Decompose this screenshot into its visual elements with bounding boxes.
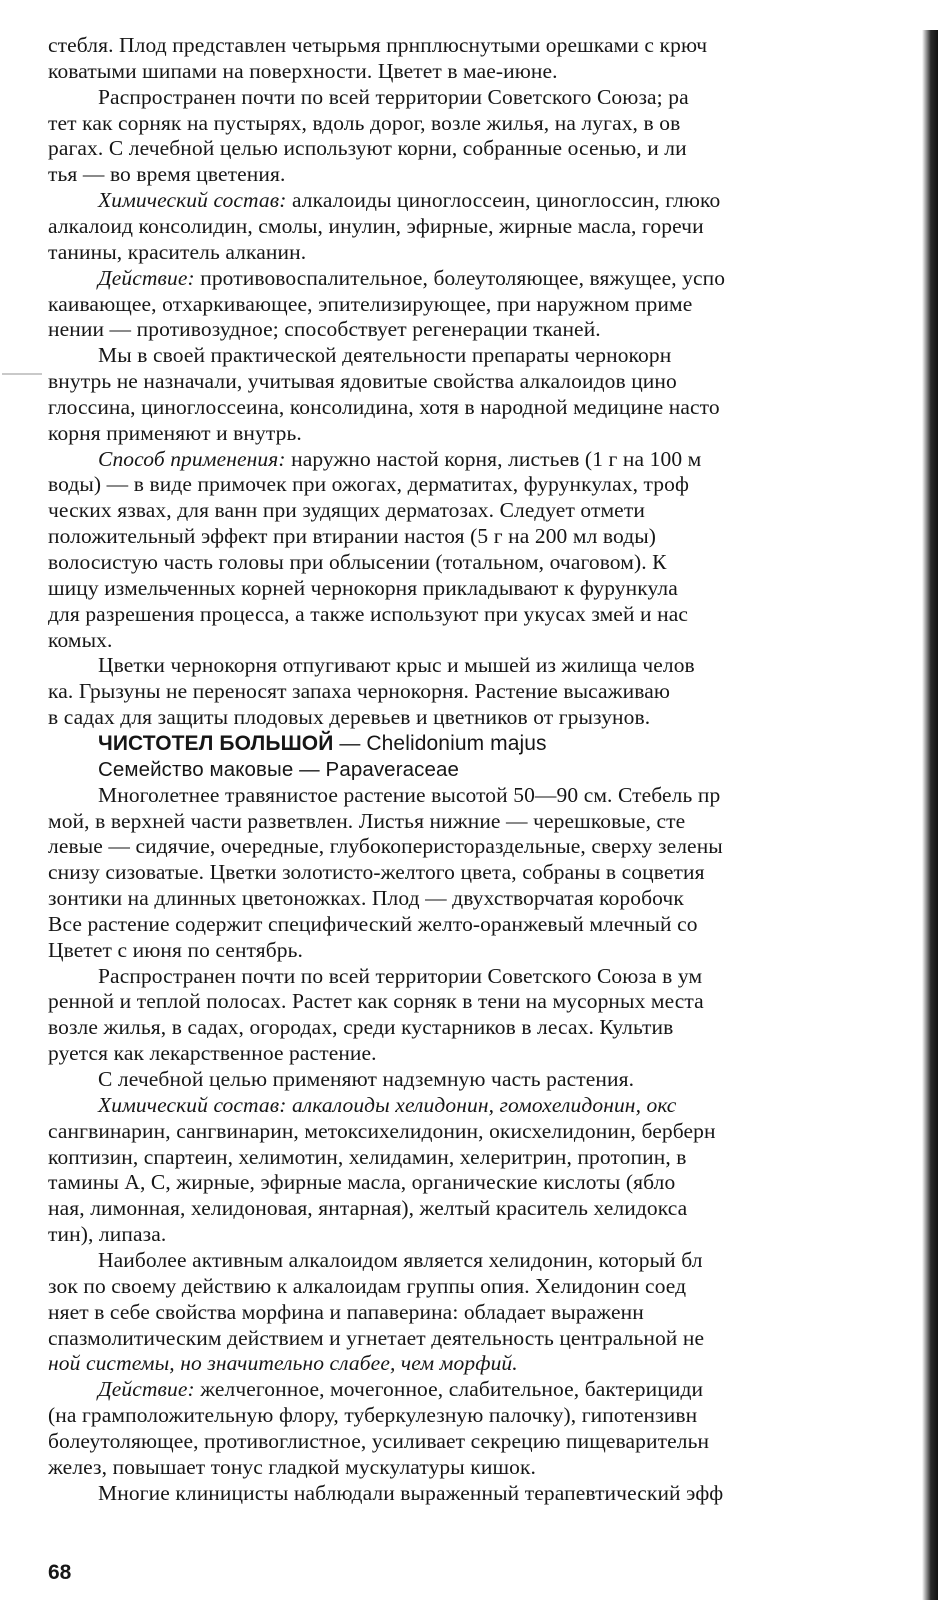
text-line xyxy=(48,808,685,834)
text-line xyxy=(48,1428,709,1454)
text-span: тет как сорняк на пустырях, вдоль дорог, возле жилья, на лугах, в ов xyxy=(48,110,681,135)
text-line xyxy=(98,446,701,472)
text-line xyxy=(48,135,687,161)
text-line xyxy=(48,1169,675,1195)
text-line xyxy=(48,32,707,58)
text-line xyxy=(48,58,558,84)
text-span: рагах. С лечебной целью используют корни, собранные осенью, и ли xyxy=(48,136,687,161)
page-number: 68 xyxy=(48,1561,72,1584)
text-line xyxy=(48,601,688,627)
italic-term: Действие: xyxy=(98,1377,195,1402)
text-line xyxy=(48,1350,518,1376)
text-span: Семейство маковые — Papaveraceae xyxy=(98,757,459,781)
text-span: ренной и теплой полосах. Растет как сорняк в тени на мусорных места xyxy=(48,989,704,1014)
heading-title: ЧИСТОТЕЛ БОЛЬШОЙ xyxy=(98,731,334,755)
text-span: воды) — в виде примочек при ожогах, дерматитах, фурункулах, троф xyxy=(48,472,690,497)
italic-term: Способ применения: xyxy=(98,446,286,471)
text-span: зонтики на длинных цветоножках. Плод — двухстворчатая коробочк xyxy=(48,886,684,911)
text-line xyxy=(48,316,601,342)
margin-mark xyxy=(2,373,42,375)
text-line xyxy=(48,497,645,523)
text-span: комых. xyxy=(48,627,113,652)
text-span: для разрешения процесса, а также используют при укусах змей и нас xyxy=(48,601,689,626)
text-line xyxy=(48,704,650,730)
text-span: танины, краситель алканин. xyxy=(48,239,307,264)
text-line xyxy=(48,471,689,497)
text-span: алкалоид консолидин, смолы, инулин, эфирные, жирные масла, горечи xyxy=(48,213,704,238)
text-line xyxy=(48,627,112,653)
text-span: Наиболее активным алкалоидом является хелидонин, который бл xyxy=(98,1247,703,1272)
italic-term: Химический состав: xyxy=(98,188,287,213)
text-line xyxy=(98,1092,676,1118)
text-span: желез, повышает тонус гладкой мускулатуры кишок. xyxy=(48,1454,536,1479)
text-line xyxy=(48,1014,673,1040)
text-line xyxy=(48,368,677,394)
text-span: тья — во время цветения. xyxy=(48,162,286,187)
text-span: няет в себе свойства морфина и папаверина: обладает выраженн xyxy=(48,1299,644,1324)
text-line xyxy=(48,1325,704,1351)
text-span: С лечебной целью применяют надземную часть растения. xyxy=(98,1067,635,1091)
text-line xyxy=(48,1144,687,1170)
text-span: Многолетнее травянистое растение высотой 50—90 см. Стебель пр xyxy=(98,782,721,807)
text-line xyxy=(98,756,459,782)
text-line xyxy=(48,1402,697,1428)
text-line xyxy=(48,1273,686,1299)
text-line xyxy=(48,213,704,239)
text-span: сангвинарин, сангвинарин, метоксихелидонин, окисхелидонин, берберн xyxy=(48,1118,716,1143)
text-line xyxy=(48,523,656,549)
text-span: — Chelidonium majus xyxy=(333,731,547,755)
text-span: стебля. Плод представлен четырьмя прнплюснутыми орешками с крюч xyxy=(48,33,708,57)
text-span: коватыми шипами на поверхности. Цветет в мае-июне. xyxy=(48,58,558,83)
text-line xyxy=(48,110,680,136)
text-span: Многие клиницисты наблюдали выраженный терапевтический эфф xyxy=(98,1480,724,1505)
text-line xyxy=(98,782,720,808)
text-span: положительный эффект при втирании настоя (5 г на 200 мл воды) xyxy=(48,524,657,549)
text-span: шицу измельченных корней чернокорня прикладывают к фурункула xyxy=(48,575,678,600)
text-line xyxy=(98,265,725,291)
text-line xyxy=(48,1118,716,1144)
text-line xyxy=(48,1299,644,1325)
text-line xyxy=(48,833,723,859)
text-line xyxy=(48,420,302,446)
text-span: Распространен почти по всей территории Советского Союза в ум xyxy=(98,963,703,988)
text-span: внутрь не назначали, учитывая ядовитые свойства алкалоидов цино xyxy=(48,369,677,394)
text-span: возле жилья, в садах, огородах, среди кустарников в лесах. Культив xyxy=(48,1015,674,1040)
italic-term: Действие: xyxy=(98,265,195,290)
text-line xyxy=(98,342,671,368)
text-span: ка. Грызуны не переносят запаха чернокорня. Растение высаживаю xyxy=(48,679,670,704)
italic-term: Химический состав: алкалоиды хелидонин, гомохелидонин, окс xyxy=(98,1092,677,1117)
text-line xyxy=(98,652,695,678)
text-line xyxy=(48,1221,166,1247)
text-line xyxy=(48,1454,536,1480)
text-span: противовоспалительное, болеутоляющее, вяжущее, успо xyxy=(194,265,726,290)
text-line xyxy=(48,678,670,704)
book-page xyxy=(48,32,920,1600)
text-line xyxy=(98,84,689,110)
text-line xyxy=(98,187,720,213)
text-line xyxy=(48,859,705,885)
text-line xyxy=(48,1040,377,1066)
text-span: тамины А, С, жирные, эфирные масла, органические кислоты (ябло xyxy=(48,1170,676,1195)
text-line xyxy=(98,1247,703,1273)
text-span: Распространен почти по всей территории Советского Союза; ра xyxy=(98,84,689,109)
text-span: каивающее, отхаркивающее, эпителизирующее, при наружном приме xyxy=(48,291,693,316)
text-span: тин), липаза. xyxy=(48,1222,167,1247)
text-span: зок по своему действию к алкалоидам группы опия. Хелидонин соед xyxy=(48,1273,687,1298)
text-line xyxy=(48,911,698,937)
text-span: Цветки чернокорня отпугивают крыс и мышей из жилища челов xyxy=(98,653,695,678)
text-line xyxy=(48,937,303,963)
text-line xyxy=(98,1480,723,1506)
text-span: (на грамположительную флору, туберкулезную палочку), гипотензивн xyxy=(48,1403,698,1428)
text-span: снизу сизоватые. Цветки золотисто-желтого цвета, собраны в соцветия xyxy=(48,860,705,885)
text-span: болеутоляющее, противоглистное, усиливает секрецию пищеварительн xyxy=(48,1428,710,1453)
text-span: в садах для защиты плодовых деревьев и цветников от грызунов. xyxy=(48,705,651,730)
text-span: корня применяют и внутрь. xyxy=(48,420,302,445)
text-span: ная, лимонная, хелидоновая, янтарная), желтый краситель хелидокса xyxy=(48,1196,688,1221)
text-line xyxy=(48,988,704,1014)
italic-term: ной системы, но значительно слабее, чем морфий. xyxy=(48,1351,518,1376)
text-span: Мы в своей практической деятельности препараты чернокорн xyxy=(98,343,672,368)
text-span: руется как лекарственное растение. xyxy=(48,1041,377,1066)
section-heading xyxy=(98,730,547,756)
text-line xyxy=(48,161,285,187)
text-span: спазмолитическим действием и угнетает деятельность центральной не xyxy=(48,1325,705,1350)
text-span: левые — сидячие, очередные, глубокоперистораздельные, сверху зелены xyxy=(48,834,723,859)
text-span: желчегонное, мочегонное, слабительное, бактерициди xyxy=(194,1377,704,1402)
text-span: Все растение содержит специфический желто-оранжевый млечный со xyxy=(48,911,698,936)
binding-shadow xyxy=(922,30,938,1600)
text-span: нении — противозудное; способствует регенерации тканей. xyxy=(48,317,601,342)
text-line xyxy=(48,394,720,420)
text-span: волосистую часть головы при облысении (тотальном, очаговом). К xyxy=(48,550,667,574)
text-line xyxy=(48,1195,687,1221)
text-span: мой, в верхней части разветвлен. Листья нижние — черешковые, сте xyxy=(48,808,686,833)
text-line xyxy=(48,575,678,601)
text-line xyxy=(48,291,692,317)
text-span: алкалоиды циноглоссеин, циноглоссин, глюко xyxy=(286,188,721,213)
text-line xyxy=(48,239,306,265)
text-span: глоссина, циноглоссеина, консолидина, хотя в народной медицине насто xyxy=(48,394,720,419)
text-line xyxy=(48,549,667,575)
text-span: наружно настой корня, листьев (1 г на 100 м xyxy=(285,446,702,471)
text-line xyxy=(98,1066,634,1092)
text-span: коптизин, спартеин, хелимотин, хелидамин, хелеритрин, протопин, в xyxy=(48,1144,687,1169)
text-span: Цветет с июня по сентябрь. xyxy=(48,937,304,962)
text-line xyxy=(48,885,684,911)
text-line xyxy=(98,1376,703,1402)
text-line xyxy=(98,963,702,989)
text-span: ческих язвах, для ванн при зудящих дерматозах. Следует отмети xyxy=(48,498,645,523)
